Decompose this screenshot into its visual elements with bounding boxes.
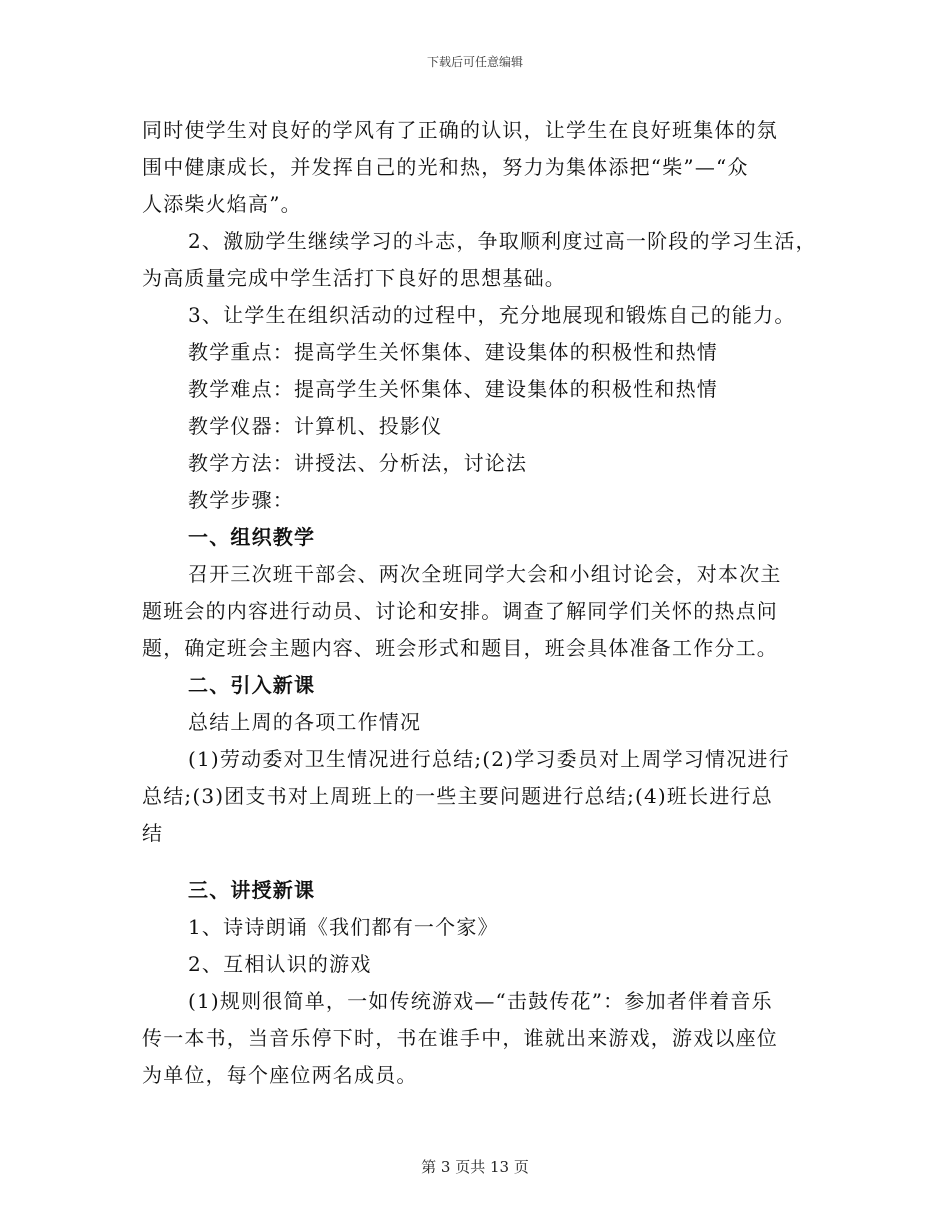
section-heading-1: 一、组织教学 <box>188 525 316 549</box>
paragraph-line: 召开三次班干部会、两次全班同学大会和小组讨论会，对本次主 <box>188 562 782 586</box>
paragraph-line: (1)劳动委对卫生情况进行总结;(2)学习委员对上周学习情况进行 <box>188 747 790 771</box>
paragraph-line: 同时使学生对良好的学风有了正确的认识，让学生在良好班集体的氛 <box>142 118 778 142</box>
section-heading-3: 三、讲授新课 <box>188 878 316 902</box>
paragraph-line: 围中健康成长，并发挥自己的光和热，努力为集体添把“柴”—“众 <box>142 155 749 179</box>
section-heading-2: 二、引入新课 <box>188 673 316 697</box>
page-header: 下载后可任意编辑 <box>426 55 523 69</box>
paragraph-line: 2、激励学生继续学习的斗志，争取顺利度过高一阶段的学习生活， <box>188 229 817 253</box>
teaching-instruments: 教学仪器：计算机、投影仪 <box>188 414 443 438</box>
teaching-methods: 教学方法：讲授法、分析法，讨论法 <box>188 451 528 475</box>
paragraph-line: 结 <box>142 821 164 845</box>
paragraph-line: 为高质量完成中学生活打下良好的思想基础。 <box>142 266 566 290</box>
paragraph-line: 人添柴火焰高”。 <box>142 192 302 216</box>
paragraph-line: 总结;(3)团支书对上周班上的一些主要问题进行总结;(4)班长进行总 <box>142 784 773 808</box>
page-footer: 第 3 页共 13 页 <box>421 1158 529 1176</box>
paragraph-line: 3、让学生在组织活动的过程中，充分地展现和锻炼自己的能力。 <box>188 303 796 327</box>
paragraph-line: 传一本书，当音乐停下时，书在谁手中，谁就出来游戏，游戏以座位 <box>142 1026 778 1050</box>
teaching-steps: 教学步骤： <box>188 488 294 512</box>
paragraph-line: 2、互相认识的游戏 <box>188 952 372 976</box>
paragraph-line: 题，确定班会主题内容、班会形式和题目，班会具体准备工作分工。 <box>142 636 778 660</box>
paragraph-line: 总结上周的各项工作情况 <box>188 710 422 734</box>
paragraph-line: 1、诗诗朗诵《我们都有一个家》 <box>188 915 499 939</box>
paragraph-line: 题班会的内容进行动员、讨论和安排。调查了解同学们关怀的热点问 <box>142 599 778 623</box>
paragraph-line: 为单位，每个座位两名成员。 <box>142 1063 418 1087</box>
teaching-difficulty: 教学难点：提高学生关怀集体、建设集体的积极性和热情 <box>188 377 718 401</box>
paragraph-line: (1)规则很简单，一如传统游戏—“击鼓传花”：参加者伴着音乐 <box>188 989 773 1013</box>
document-body <box>142 112 822 1094</box>
teaching-focus: 教学重点：提高学生关怀集体、建设集体的积极性和热情 <box>188 340 718 364</box>
